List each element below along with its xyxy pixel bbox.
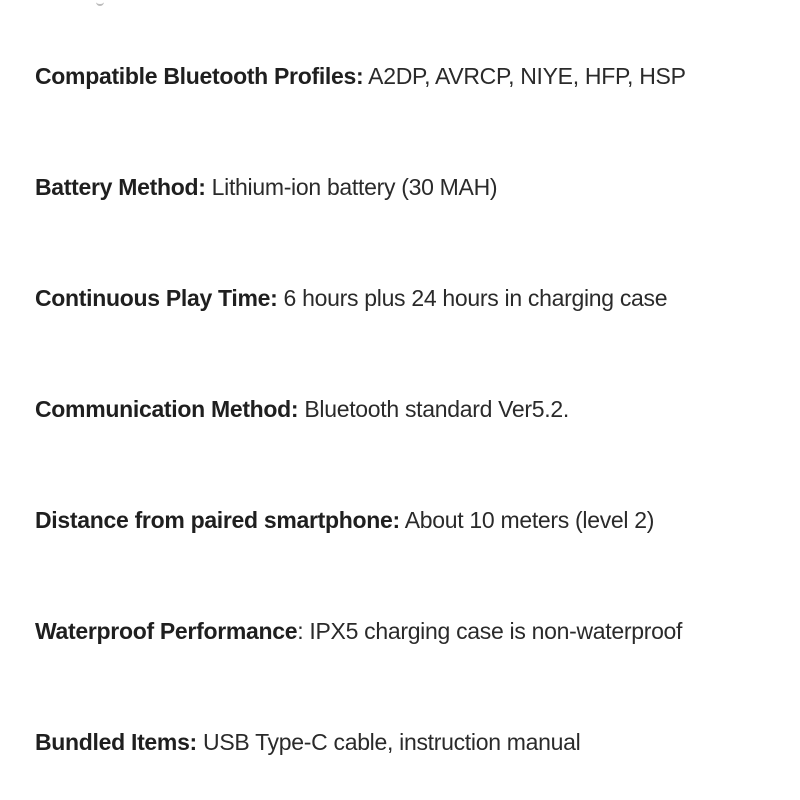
spec-label: Bundled Items: <box>35 729 197 755</box>
spec-label: Distance from paired smartphone: <box>35 507 400 533</box>
spec-value: A2DP, AVRCP, NIYE, HFP, HSP <box>363 63 686 89</box>
spec-row-bundled-items <box>35 727 580 757</box>
spec-row-battery-method <box>35 172 497 202</box>
spec-value: USB Type-C cable, instruction manual <box>196 729 581 755</box>
spec-row-waterproof <box>35 616 682 646</box>
spec-list <box>35 0 795 800</box>
spec-row-play-time <box>35 283 667 313</box>
spec-row-distance <box>35 505 654 535</box>
spec-label: Continuous Play Time: <box>35 285 278 311</box>
spec-value: About 10 meters (level 2) <box>399 507 655 533</box>
spec-value: 6 hours plus 24 hours in charging case <box>277 285 668 311</box>
spec-value: Bluetooth standard Ver5.2. <box>298 396 569 422</box>
spec-value: Lithium-ion battery (30 MAH) <box>205 174 498 200</box>
spec-label: Compatible Bluetooth Profiles: <box>35 63 364 89</box>
spec-row-bluetooth-profiles <box>35 61 686 91</box>
spec-label: Battery Method: <box>35 174 206 200</box>
spec-value: : IPX5 charging case is non-waterproof <box>297 618 683 644</box>
spec-row-communication-method <box>35 394 569 424</box>
spec-label: Communication Method: <box>35 396 299 422</box>
spec-label: Waterproof Performance <box>35 618 298 644</box>
